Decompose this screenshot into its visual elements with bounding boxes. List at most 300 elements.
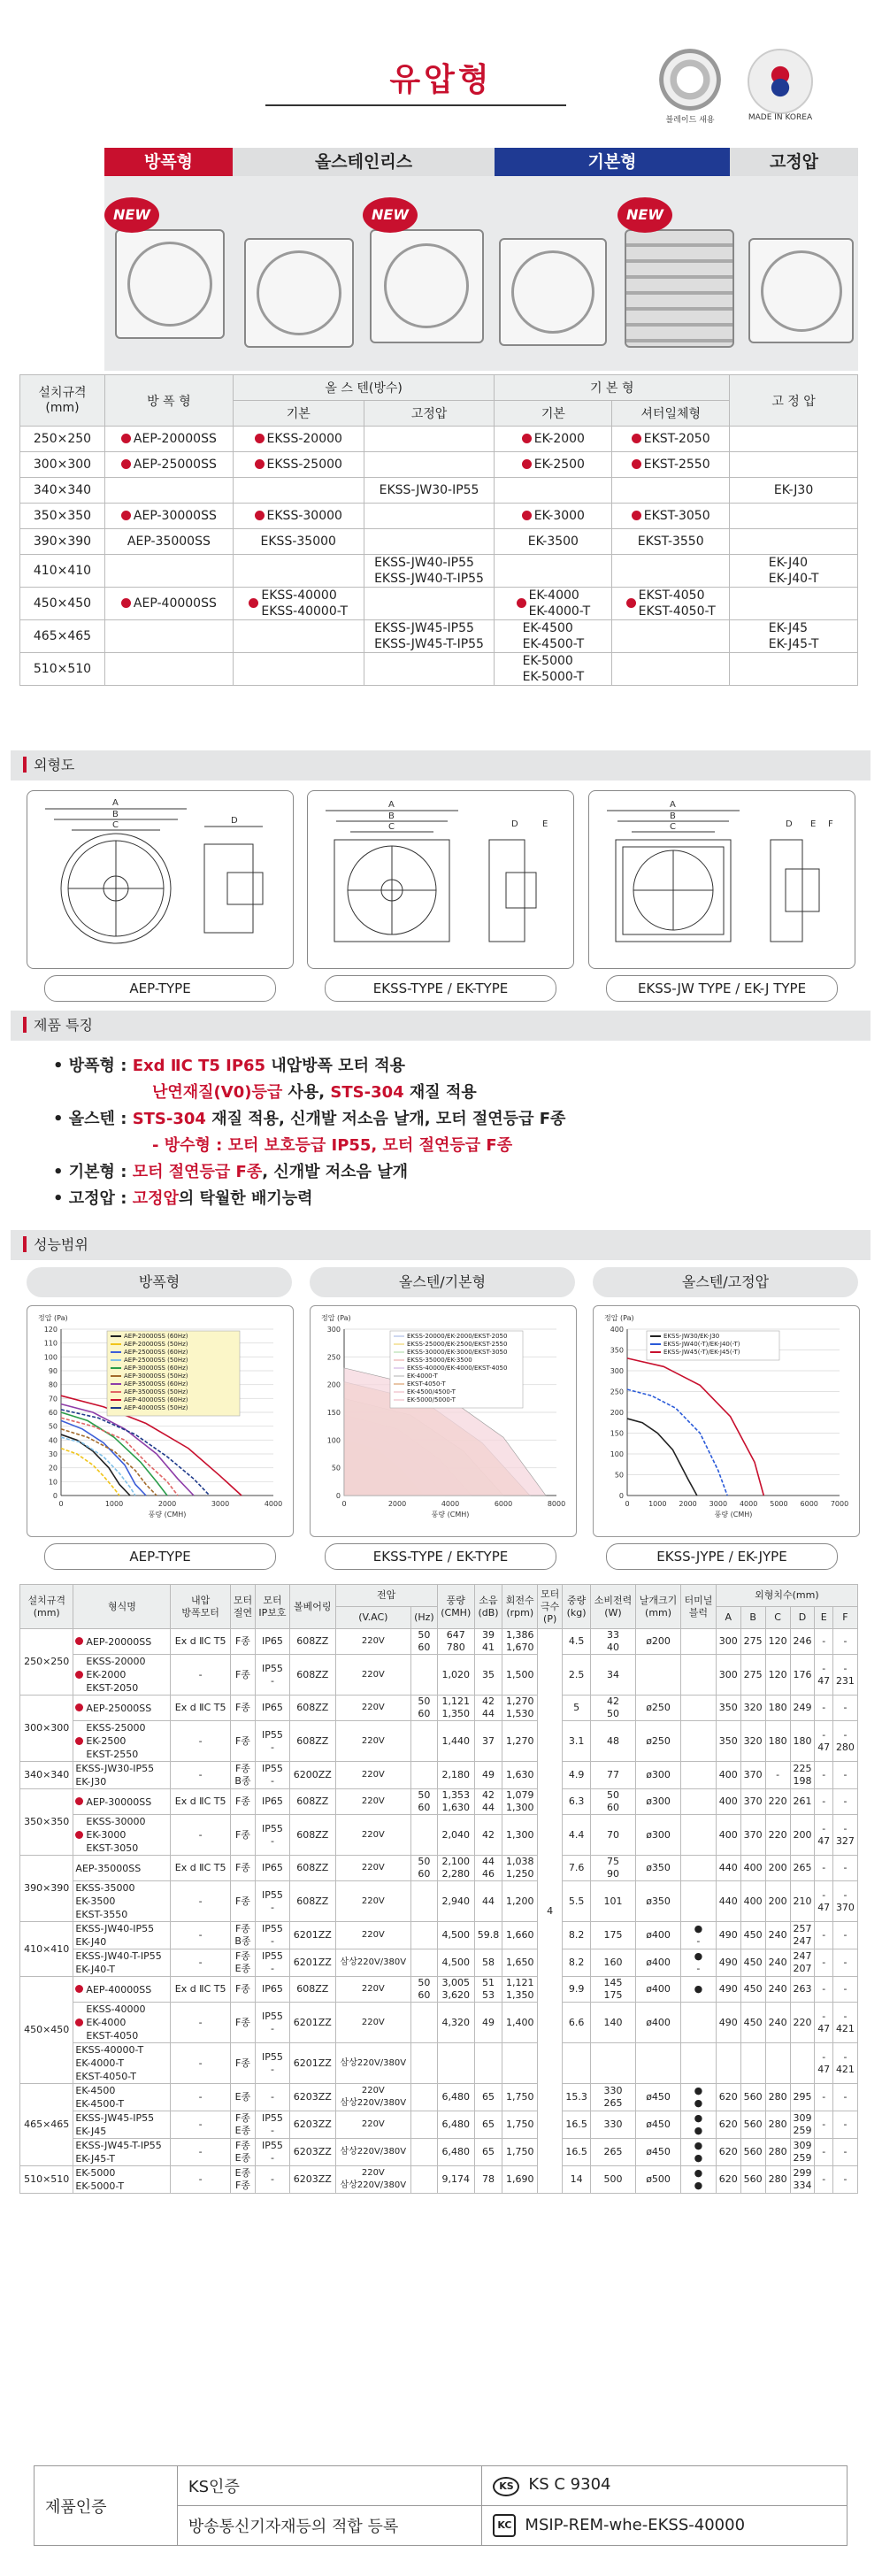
spec-D: 247 207 (790, 1949, 815, 1977)
spec-tb (681, 1856, 717, 1881)
kc-mark-icon: KC (493, 2514, 516, 2537)
new-dot-icon (75, 1703, 83, 1711)
spec-model-name: EKSS-40000 EK-4000 EKST-4050 (86, 2003, 146, 2042)
spec-model (73, 2043, 171, 2084)
model-size: 340×340 (20, 478, 105, 504)
spec-v: 220V 삼상220V/380V (335, 2084, 410, 2111)
ekss-drawing-svg (308, 791, 573, 968)
chart-xtick: 8000 (547, 1500, 566, 1508)
model-cell-hp (730, 588, 858, 620)
spec-bl: ø350 (636, 1881, 681, 1922)
model-name: EKST-4050 EKST-4050-T (638, 588, 716, 619)
spec-br: 6203ZZ (289, 2166, 335, 2194)
chart-line-series (627, 1389, 727, 1496)
svg-text:B: B (388, 811, 395, 821)
spec-D: 180 (790, 1721, 815, 1762)
spec-header: A (716, 1607, 740, 1629)
spec-bl: ø300 (636, 1815, 681, 1856)
spec-hz: 50 60 (411, 1629, 438, 1655)
model-cell-ssh (364, 478, 495, 504)
chart-xtick: 2000 (679, 1500, 697, 1508)
spec-A: 400 (716, 1762, 740, 1789)
spec-ex: - (171, 2084, 230, 2111)
spec-db: 49 (474, 1762, 502, 1789)
spec-row (20, 1977, 858, 2003)
spec-row (20, 1856, 858, 1881)
spec-D: 295 (790, 2084, 815, 2111)
spec-E: - 47 (815, 1655, 832, 1696)
spec-E: - (815, 1949, 832, 1977)
svg-text:E: E (542, 819, 548, 829)
model-name: EKSS-25000 (266, 458, 342, 472)
model-name: EK-J40 EK-J40-T (768, 556, 819, 586)
svg-text:B: B (670, 811, 676, 821)
spec-ip: IP65 (256, 1856, 290, 1881)
spec-model-name: EKSS-40000-T EK-4000-T EKST-4050-T (75, 2044, 144, 2082)
spec-F: - (832, 2111, 857, 2139)
spec-A: 300 (716, 1629, 740, 1655)
new-dot-icon (517, 598, 526, 608)
model-cell-ex (104, 427, 233, 452)
model-name: EKST-3550 (637, 534, 704, 549)
spec-db: 39 41 (474, 1629, 502, 1655)
spec-bl: ø400 (636, 1977, 681, 2003)
svg-text:D: D (786, 819, 793, 829)
spec-w: 265 (590, 2139, 635, 2166)
spec-kg: 14 (563, 2166, 591, 2194)
perf-chip-stainless-basic: 올스텐/기본형 (310, 1267, 575, 1297)
spec-tb (681, 1789, 717, 1815)
spec-rpm: 1,750 (502, 2084, 538, 2111)
spec-header: 모터 극수 (P) (538, 1585, 563, 1629)
model-size: 390×390 (20, 529, 105, 555)
model-cell-b (495, 555, 612, 588)
spec-db: 44 46 (474, 1856, 502, 1881)
spec-row (20, 1881, 858, 1922)
spec-ins: F종 (230, 1629, 255, 1655)
spec-model-name: EKSS-30000 EK-3000 EKST-3050 (86, 1816, 146, 1854)
feature-explosion: • 방폭형 : Exd ⅡC T5 IP65 내압방폭 모터 적용 (53, 1057, 405, 1075)
perf-chart-jw (593, 1305, 860, 1537)
spec-kg: 16.5 (563, 2139, 591, 2166)
model-name: AEP-40000SS (133, 596, 217, 611)
spec-kg: 15.3 (563, 2084, 591, 2111)
svg-text:E: E (810, 819, 817, 829)
new-dot-icon (632, 459, 641, 469)
spec-v: 삼상220V/380V (335, 2043, 410, 2084)
spec-A: 440 (716, 1881, 740, 1922)
spec-F: - (832, 2084, 857, 2111)
spec-D: 246 (790, 1629, 815, 1655)
chart-line-series (627, 1419, 697, 1496)
spec-header: (V.AC) (335, 1607, 410, 1629)
spec-C: 280 (765, 2166, 790, 2194)
perf-chart-aep-svg (27, 1306, 293, 1536)
model-cell-hp (730, 653, 858, 686)
spec-kg: 4.4 (563, 1815, 591, 1856)
spec-B: 320 (740, 1721, 765, 1762)
model-cell-b (495, 427, 612, 452)
feature-highpressure: • 고정압 : 고정압의 탁월한 배기능력 (53, 1189, 313, 1208)
spec-E: - 47 (815, 1881, 832, 1922)
spec-hz: 50 60 (411, 1696, 438, 1721)
chart-ytick: 50 (614, 1471, 624, 1480)
legend-entry: AEP-20000SS (60Hz) (124, 1333, 188, 1340)
spec-header: 소음 (dB) (474, 1585, 502, 1629)
spec-model-name: EKSS-20000 EK-2000 EKST-2050 (86, 1656, 146, 1694)
spec-B: 560 (740, 2166, 765, 2194)
spec-header: 중량 (kg) (563, 1585, 591, 1629)
spec-C: 240 (765, 1922, 790, 1949)
header-sub: 고정압 (364, 401, 495, 427)
spec-rpm: 1,400 (502, 2003, 538, 2043)
spec-model-name: EKSS-JW45-T-IP55 EK-J45-T (75, 2140, 162, 2165)
spec-w (590, 2043, 635, 2084)
model-cell-ex (104, 478, 233, 504)
spec-F: - (832, 1977, 857, 2003)
chart-xtick: 4000 (264, 1500, 283, 1508)
spec-bl: ø450 (636, 2084, 681, 2111)
spec-ex: - (171, 2166, 230, 2194)
category-basic: 기본형 (495, 148, 730, 176)
new-dot-icon (255, 511, 265, 520)
spec-A: 350 (716, 1721, 740, 1762)
model-cell-bs (612, 653, 730, 686)
spec-B: 560 (740, 2084, 765, 2111)
spec-ins: F종 (230, 1881, 255, 1922)
section-outline: 외형도 (11, 750, 870, 780)
legend-entry: EKSS-30000/EK-3000/EKST-3050 (407, 1349, 508, 1356)
spec-A: 620 (716, 2111, 740, 2139)
spec-E: - (815, 1922, 832, 1949)
spec-br: 6201ZZ (289, 1949, 335, 1977)
spec-header: 내압 방폭모터 (171, 1585, 230, 1629)
spec-tb: ● ● (681, 2166, 717, 2194)
spec-C: 120 (765, 1655, 790, 1696)
model-name: AEP-35000SS (127, 534, 211, 549)
legend-entry: AEP-40000SS (50Hz) (124, 1404, 188, 1411)
spec-A: 620 (716, 2084, 740, 2111)
model-cell-b (495, 452, 612, 478)
legend-entry: EK-5000/5000-T (407, 1396, 456, 1403)
spec-E: - (815, 2166, 832, 2194)
spec-w: 330 265 (590, 2084, 635, 2111)
spec-C: 280 (765, 2111, 790, 2139)
spec-header: 외형치수(mm) (716, 1585, 857, 1607)
spec-C: 200 (765, 1856, 790, 1881)
spec-bl: ø400 (636, 1922, 681, 1949)
model-row (20, 478, 858, 504)
spec-F: - 421 (832, 2043, 857, 2084)
new-dot-icon (522, 434, 532, 443)
spec-header: 터미널 블럭 (681, 1585, 717, 1629)
spec-header: 모터 IP보호 (256, 1585, 290, 1629)
cert-kc-name: 방송통신기자재등의 적합 등록 (177, 2506, 482, 2546)
korea-badge-icon (748, 49, 813, 114)
model-cell-bs (612, 504, 730, 529)
cert-ks-value-text: KS C 9304 (528, 2475, 611, 2494)
spec-C: 280 (765, 2084, 790, 2111)
model-cell-hp (730, 555, 858, 588)
spec-row (20, 1949, 858, 1977)
spec-header: (Hz) (411, 1607, 438, 1629)
model-row (20, 555, 858, 588)
spec-A: 490 (716, 1977, 740, 2003)
chart-xlabel: 풍량 (CMH) (148, 1511, 187, 1519)
spec-q: 6,480 (437, 2084, 474, 2111)
spec-C: - (765, 1762, 790, 1789)
spec-D (790, 2043, 815, 2084)
spec-C: 120 (765, 1629, 790, 1655)
spec-header: F (832, 1607, 857, 1629)
spec-db: 35 (474, 1655, 502, 1696)
spec-rpm: 1,630 (502, 1762, 538, 1789)
spec-ins: F종 (230, 2003, 255, 2043)
model-size: 250×250 (20, 427, 105, 452)
spec-F: - (832, 1762, 857, 1789)
chart-ytick: 100 (326, 1436, 341, 1445)
spec-w: 160 (590, 1949, 635, 1977)
model-cell-hp (730, 427, 858, 452)
spec-F: - (832, 1856, 857, 1881)
chart-xtick: 1000 (104, 1500, 124, 1508)
spec-q: 2,940 (437, 1881, 474, 1922)
model-cell-ss (233, 504, 364, 529)
spec-v: 220V 삼상220V/380V (335, 2166, 410, 2194)
spec-ins: F종 (230, 1977, 255, 2003)
spec-db (474, 2043, 502, 2084)
spec-hz (411, 1881, 438, 1922)
legend-entry: EKSS-35000/EK-3500 (407, 1357, 472, 1364)
spec-v: 220V (335, 1789, 410, 1815)
spec-D: 225 198 (790, 1762, 815, 1789)
spec-w: 101 (590, 1881, 635, 1922)
chart-xtick: 5000 (770, 1500, 788, 1508)
spec-tb (681, 2043, 717, 2084)
spec-model-name: EK-5000 EK-5000-T (75, 2167, 125, 2192)
new-dot-icon (75, 1797, 83, 1805)
spec-ip: IP55 - (256, 1949, 290, 1977)
spec-A: 620 (716, 2139, 740, 2166)
spec-model (73, 2166, 171, 2194)
spec-db: 37 (474, 1721, 502, 1762)
aep-drawing-svg (27, 791, 293, 968)
spec-D: 210 (790, 1881, 815, 1922)
spec-D: 257 247 (790, 1922, 815, 1949)
model-cell-ex (104, 504, 233, 529)
spec-ins: E종 (230, 2084, 255, 2111)
spec-hz (411, 1949, 438, 1977)
new-dot-icon (255, 434, 265, 443)
spec-F: - (832, 1789, 857, 1815)
spec-ins: F종 (230, 1789, 255, 1815)
spec-header: 전압 (335, 1585, 437, 1607)
spec-kg: 5 (563, 1696, 591, 1721)
spec-F: - 327 (832, 1815, 857, 1856)
spec-v: 220V (335, 1856, 410, 1881)
spec-ex: - (171, 1815, 230, 1856)
header-size: 설치규격 (mm) (20, 375, 105, 427)
spec-F: - (832, 2166, 857, 2194)
chart-xtick: 4000 (739, 1500, 758, 1508)
cert-ks-name: KS인증 (177, 2466, 482, 2506)
spec-w: 330 (590, 2111, 635, 2139)
chart-ytick: 400 (610, 1326, 624, 1334)
chart-ytick: 120 (43, 1326, 58, 1334)
legend-entry: EKSS-JW40(-T)/EK-J40(-T) (663, 1341, 740, 1348)
chart-ytick: 150 (326, 1409, 341, 1417)
spec-bl: ø300 (636, 1762, 681, 1789)
spec-F: - (832, 1922, 857, 1949)
spec-E: - (815, 1762, 832, 1789)
category-explosion: 방폭형 (104, 148, 233, 176)
spec-F: - (832, 1949, 857, 1977)
spec-header: 볼베어링 (289, 1585, 335, 1629)
model-table (19, 374, 858, 686)
spec-kg: 16.5 (563, 2111, 591, 2139)
spec-rpm: 1,500 (502, 1655, 538, 1696)
spec-tb (681, 1881, 717, 1922)
svg-text:A: A (112, 798, 119, 808)
spec-B: 450 (740, 2003, 765, 2043)
spec-B (740, 2043, 765, 2084)
new-dot-icon (121, 434, 131, 443)
spec-br: 6201ZZ (289, 2043, 335, 2084)
chart-ytick: 70 (48, 1395, 58, 1403)
spec-bl: ø350 (636, 1856, 681, 1881)
spec-row (20, 2084, 858, 2111)
spec-header-row (20, 1585, 858, 1607)
badge1-caption: 블레이드 새용 (665, 116, 715, 125)
spec-ins: F종 E종 (230, 2139, 255, 2166)
spec-ex: Ex d ⅡC T5 (171, 1977, 230, 2003)
spec-db: 42 (474, 1815, 502, 1856)
spec-size: 410×410 (20, 1922, 73, 1977)
perf-chart-aep (27, 1305, 294, 1537)
perf-chart-jw-svg (594, 1306, 859, 1536)
model-name: EKSS-35000 (260, 534, 336, 549)
spec-tb (681, 1815, 717, 1856)
model-size: 300×300 (20, 452, 105, 478)
legend-entry: AEP-30000SS (60Hz) (124, 1365, 188, 1372)
spec-model (73, 1655, 171, 1696)
perf-chip-stainless-hp: 올스텐/고정압 (593, 1267, 858, 1297)
spec-w: 42 50 (590, 1696, 635, 1721)
chart-ytick: 90 (48, 1367, 58, 1375)
model-row (20, 452, 858, 478)
model-cell-b (495, 478, 612, 504)
spec-hz (411, 1815, 438, 1856)
model-name: AEP-30000SS (133, 509, 217, 523)
spec-db: 65 (474, 2139, 502, 2166)
spec-C: 240 (765, 1977, 790, 2003)
spec-model-name: AEP-40000SS (86, 1983, 152, 1995)
new-dot-icon (75, 1737, 83, 1745)
spec-A: 490 (716, 1949, 740, 1977)
model-cell-hp (730, 452, 858, 478)
chart-ytick: 250 (610, 1388, 624, 1396)
model-cell-b (495, 504, 612, 529)
spec-A: 350 (716, 1696, 740, 1721)
model-row (20, 427, 858, 452)
spec-rpm: 1,038 1,250 (502, 1856, 538, 1881)
chart-ytick: 110 (43, 1339, 58, 1348)
model-cell-bs (612, 529, 730, 555)
new-dot-icon (121, 598, 131, 608)
chart-ytick: 250 (326, 1353, 341, 1362)
model-size: 350×350 (20, 504, 105, 529)
chart-ytick: 0 (335, 1492, 341, 1500)
chart-xtick: 7000 (830, 1500, 849, 1508)
model-cell-ssh (364, 588, 495, 620)
new-badge: NEW (617, 197, 672, 233)
spec-size: 340×340 (20, 1762, 73, 1789)
chart-ylabel: 정압 (Pa) (38, 1314, 68, 1322)
chart-ytick: 20 (48, 1464, 58, 1473)
model-cell-ex (104, 653, 233, 686)
spec-B: 370 (740, 1762, 765, 1789)
spec-ip: IP65 (256, 1789, 290, 1815)
spec-table (19, 1584, 858, 2194)
legend-entry: EK-4000-T (407, 1373, 438, 1380)
spec-E: - (815, 2139, 832, 2166)
spec-w: 140 (590, 2003, 635, 2043)
spec-header: B (740, 1607, 765, 1629)
chart-ytick: 150 (610, 1429, 624, 1438)
model-cell-ex (104, 555, 233, 588)
spec-ex: Ex d ⅡC T5 (171, 1696, 230, 1721)
spec-hz (411, 2003, 438, 2043)
spec-poles: 4 (538, 1629, 563, 2194)
chart-ytick: 350 (610, 1346, 624, 1355)
spec-bl: ø300 (636, 1789, 681, 1815)
header-highpressure: 고 정 압 (730, 375, 858, 427)
svg-text:D: D (511, 819, 518, 829)
spec-br: 608ZZ (289, 1815, 335, 1856)
spec-hz (411, 1922, 438, 1949)
legend-entry: AEP-40000SS (60Hz) (124, 1396, 188, 1403)
spec-q: 3,005 3,620 (437, 1977, 474, 2003)
spec-tb (681, 1629, 717, 1655)
spec-hz (411, 2166, 438, 2194)
chart-ylabel: 정압 (Pa) (604, 1314, 634, 1322)
spec-ins: F종 (230, 1856, 255, 1881)
spec-br: 608ZZ (289, 1856, 335, 1881)
perf-caption-ekss: EKSS-TYPE / EK-TYPE (325, 1543, 556, 1570)
spec-q (437, 2043, 474, 2084)
chart-xtick: 2000 (157, 1500, 177, 1508)
chart-ytick: 300 (326, 1326, 341, 1334)
legend-entry: EKST-4050-T (407, 1380, 446, 1388)
badge2-caption: MADE IN KOREA (748, 113, 813, 122)
spec-q: 2,100 2,280 (437, 1856, 474, 1881)
spec-header: 풍량 (CMH) (437, 1585, 474, 1629)
legend-entry: EKSS-JW30/EK-J30 (663, 1333, 720, 1340)
spec-ex: - (171, 1655, 230, 1696)
spec-hz (411, 1721, 438, 1762)
legend-entry: AEP-35000SS (50Hz) (124, 1388, 188, 1396)
spec-size: 350×350 (20, 1789, 73, 1856)
spec-br: 6203ZZ (289, 2111, 335, 2139)
fan-photo-ekss-jw (370, 229, 484, 343)
model-table-body (20, 427, 858, 686)
perf-caption-aep: AEP-TYPE (44, 1543, 276, 1570)
spec-model-name: AEP-35000SS (75, 1862, 142, 1874)
spec-kg: 8.2 (563, 1949, 591, 1977)
spec-model-name: EKSS-JW40-T-IP55 EK-J40-T (75, 1950, 162, 1975)
chart-xtick: 6000 (800, 1500, 818, 1508)
chart-ytick: 50 (48, 1422, 58, 1431)
